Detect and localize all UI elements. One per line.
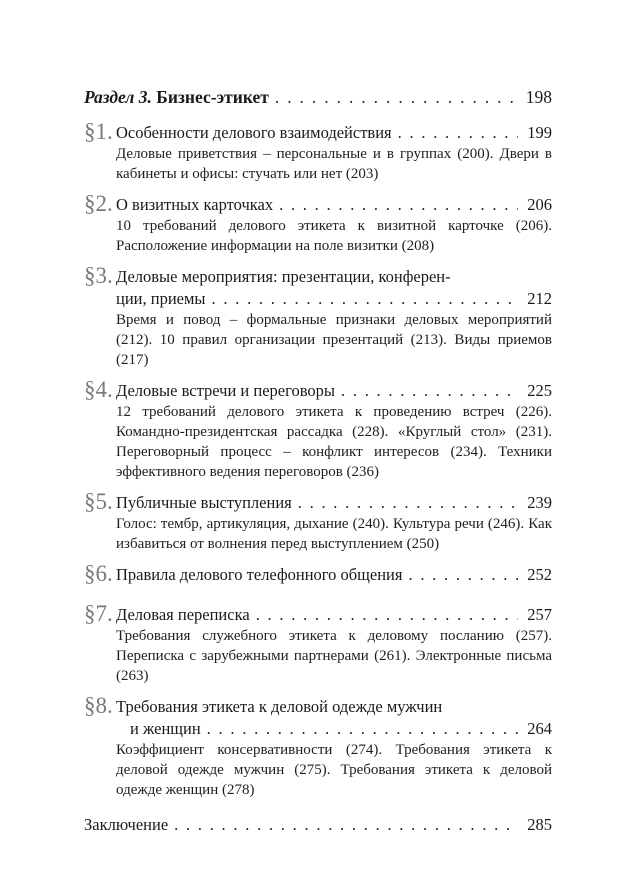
dot-leader [174, 814, 518, 836]
toc-entry-7 [84, 601, 552, 686]
toc-entry-4 [84, 377, 552, 482]
toc-entry-6 [84, 561, 552, 586]
entry-description: 12 требований делового этикета к проведению встреч (226). Командно-президентская рассадка (228). «Круглый стол» (231). Переговорный процесс – конфликт интересов (234). Техники эффективного ведения переговоров (236) [116, 404, 552, 480]
dot-leader [207, 718, 518, 740]
dot-leader [398, 122, 518, 144]
entry-description: Коэффициент консервативности (274). Требования этикета к деловой одежде мужчин (275). Требования этикета к деловой одежде женщин (278) [116, 742, 552, 798]
entry-title-continued: ции, приемы [116, 289, 206, 308]
section-title [84, 86, 269, 108]
entry-title-continued: и женщин [130, 719, 201, 738]
page-number: 285 [527, 815, 552, 834]
toc-entry-conclusion [84, 814, 552, 836]
page-number: 206 [527, 195, 552, 214]
table-of-contents [84, 86, 552, 836]
entry-title: Деловые встречи и переговоры [116, 381, 335, 400]
dot-leader [275, 86, 518, 108]
section-name: Бизнес-этикет [156, 87, 269, 107]
dot-leader [408, 564, 518, 586]
paragraph-number: §4. [84, 377, 113, 402]
section-prefix: Раздел 3. [84, 87, 152, 107]
entry-title: Деловая переписка [116, 605, 250, 624]
page-number: 264 [527, 719, 552, 738]
toc-entry-2 [84, 191, 552, 256]
paragraph-number: §8. [84, 693, 113, 718]
page-number: 239 [527, 493, 552, 512]
paragraph-number: §7. [84, 601, 113, 626]
toc-entry-8 [84, 693, 552, 800]
entry-title: Правила делового телефонного общения [116, 565, 403, 584]
page-number: 198 [525, 87, 552, 107]
page-number: 225 [527, 381, 552, 400]
entry-description: Голос: тембр, артикуляция, дыхание (240). Культура речи (246). Как избавиться от волнения перед выступлением (250) [116, 516, 552, 552]
section-heading [84, 86, 552, 108]
page-number: 257 [527, 605, 552, 624]
dot-leader [256, 604, 518, 626]
entry-title: Требования этикета к деловой одежде мужчин [116, 697, 443, 716]
paragraph-number: §2. [84, 191, 113, 216]
entry-title: Особенности делового взаимодействия [116, 123, 392, 142]
toc-entry-3 [84, 263, 552, 370]
entry-description: Время и повод – формальные признаки деловых мероприятий (212). 10 правил организации презентаций (213). Виды приемов (217) [116, 312, 552, 368]
paragraph-number: §5. [84, 489, 113, 514]
dot-leader [279, 194, 518, 216]
entry-description: Требования служебного этикета к деловому посланию (257). Переписка с зарубежными партнерами (261). Электронные письма (263) [116, 628, 552, 684]
page-number: 212 [527, 289, 552, 308]
entry-description: Деловые приветствия – персональные и в группах (200). Двери в кабинеты и офисы: стучать или нет (203) [116, 146, 552, 182]
toc-entry-1 [84, 119, 552, 184]
page-number: 199 [527, 123, 552, 142]
entry-description: 10 требований делового этикета к визитной карточке (206). Расположение информации на поле визитки (208) [116, 218, 552, 254]
entry-title: Заключение [84, 815, 169, 834]
dot-leader [341, 380, 518, 402]
paragraph-number: §3. [84, 263, 113, 288]
paragraph-number: §1. [84, 119, 113, 144]
dot-leader [212, 288, 518, 310]
dot-leader [298, 492, 518, 514]
entry-title: О визитных карточках [116, 195, 274, 214]
entry-title: Деловые мероприятия: презентации, конферен- [116, 267, 451, 286]
paragraph-number: §6. [84, 561, 113, 586]
entry-title: Публичные выступления [116, 493, 292, 512]
toc-entry-5 [84, 489, 552, 554]
page-number: 252 [527, 565, 552, 584]
